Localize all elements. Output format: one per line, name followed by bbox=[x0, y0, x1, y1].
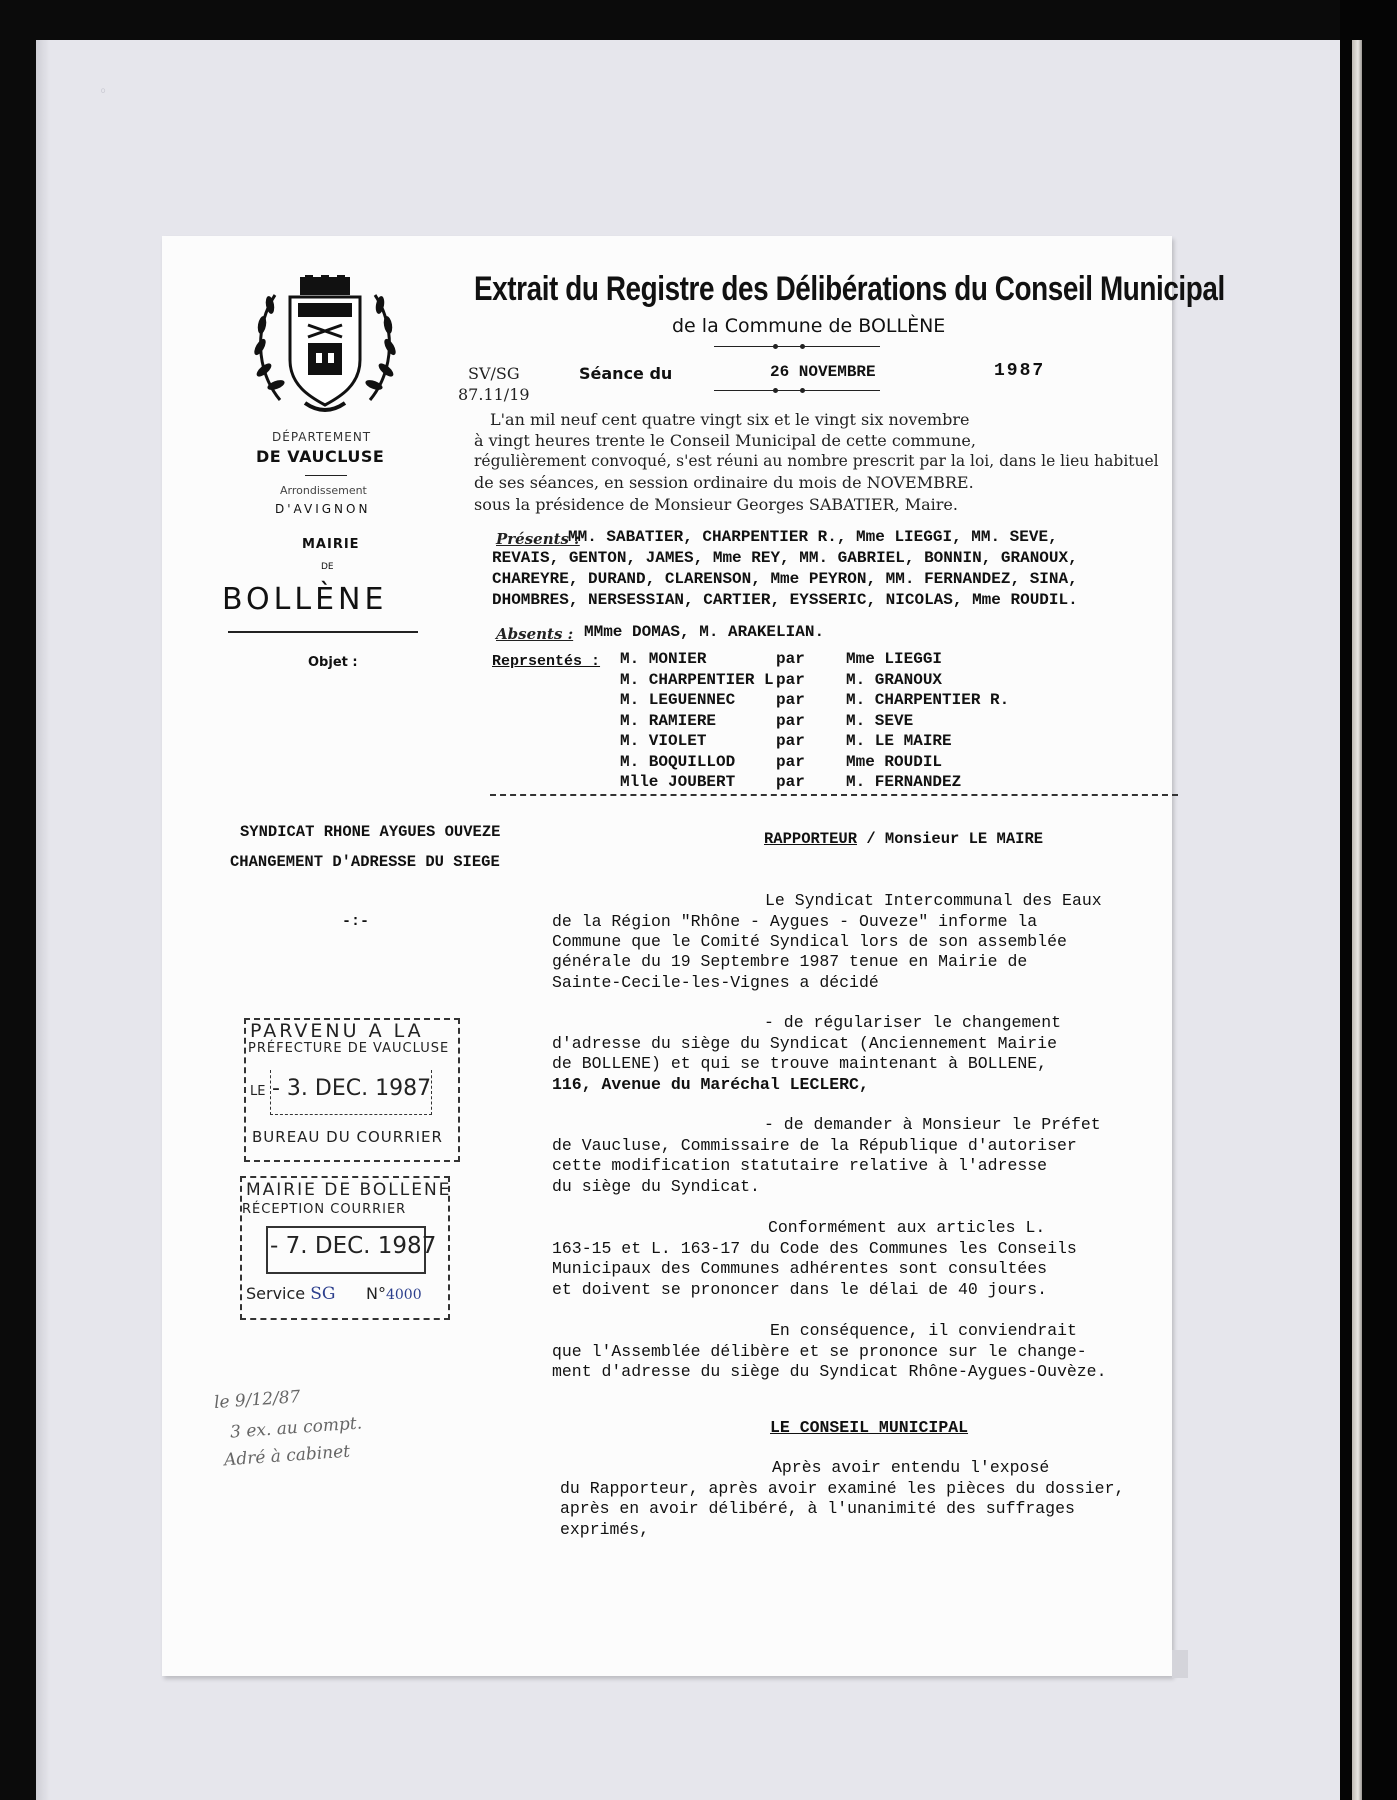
date-rule bbox=[714, 390, 880, 391]
service-label: Service bbox=[246, 1284, 306, 1303]
proxy-proxy: M. SEVE bbox=[846, 711, 914, 730]
prefecture-stamp-footer: BUREAU DU COURRIER bbox=[252, 1128, 443, 1146]
proxy-member: M. MONIER bbox=[620, 650, 707, 668]
paragraph-4-line: 163-15 et L. 163-17 du Code des Communes les Conseils bbox=[552, 1239, 1077, 1258]
proxy-member: M. RAMIERE bbox=[620, 711, 717, 730]
mairie-stamp-service bbox=[246, 1284, 335, 1304]
paragraph-1-line: Sainte-Cecile-les-Vignes a décidé bbox=[552, 973, 879, 992]
paragraph-5-line: que l'Assemblée délibère et se prononce sur le change- bbox=[552, 1342, 1087, 1361]
arrondissement-value: D'AVIGNON bbox=[275, 502, 371, 516]
town-crest-icon bbox=[250, 275, 400, 420]
mairie-stamp-line-1: MAIRIE DE BOLLENE bbox=[246, 1180, 452, 1200]
arrondissement-label: Arrondissement bbox=[280, 484, 367, 497]
mairie-label: MAIRIE bbox=[302, 537, 360, 552]
paragraph-4-first: Conformément aux articles L. bbox=[768, 1218, 1046, 1237]
de-label: DE bbox=[321, 562, 334, 572]
intro-line: de ses séances, en session ordinaire du mois de NOVEMBRE. bbox=[474, 473, 974, 492]
paragraph-2-line: de BOLLENE) et qui se trouve maintenant à BOLLENE, bbox=[552, 1054, 1048, 1073]
absents-label: Absents : bbox=[496, 625, 574, 643]
document-title: Extrait du Registre des Délibérations du Conseil Municipal bbox=[474, 270, 1225, 308]
number-label: N° bbox=[366, 1284, 386, 1303]
objet-line-2: CHANGEMENT D'ADRESSE DU SIEGE bbox=[230, 853, 500, 871]
proxy-member: M. VIOLET bbox=[620, 732, 707, 750]
proxy-proxy: M. FERNANDEZ bbox=[846, 773, 962, 791]
prefecture-stamp-line-2: PRÉFECTURE DE VAUCLUSE bbox=[248, 1041, 450, 1056]
mairie-stamp-date: - 7. DEC. 1987 bbox=[270, 1233, 437, 1259]
prefecture-stamp-line-1: PARVENU A LA bbox=[250, 1020, 424, 1042]
paragraph-5-first: En conséquence, il conviendrait bbox=[770, 1321, 1077, 1340]
handwritten-note-1: le 9/12/87 bbox=[213, 1387, 302, 1413]
presents-label: Présents : bbox=[496, 530, 580, 548]
rule-ornament bbox=[800, 344, 805, 349]
rapporteur-name: / Monsieur LE MAIRE bbox=[857, 830, 1044, 848]
paragraph-3-first: - de demander à Monsieur le Préfet bbox=[764, 1115, 1101, 1134]
proxy-proxy: M. CHARPENTIER R. bbox=[846, 691, 1010, 709]
proxy-par: par bbox=[776, 670, 805, 689]
objet-separator: -:- bbox=[342, 913, 370, 930]
absents-text: MMme DOMAS, M. ARAKELIAN. bbox=[584, 623, 825, 641]
proxy-par: par bbox=[776, 650, 805, 668]
album-spine bbox=[1352, 40, 1362, 1800]
paragraph-3-line: cette modification statutaire relative à l'adresse bbox=[552, 1156, 1048, 1175]
proxy-member: M. BOQUILLOD bbox=[620, 752, 736, 771]
document-subtitle: de la Commune de BOLLÈNE bbox=[672, 315, 946, 337]
proxy-member: Mlle JOUBERT bbox=[620, 773, 736, 791]
paragraph-1-line: de la Région "Rhône - Aygues - Ouveze" informe la bbox=[552, 912, 1038, 931]
paragraph-6-first: Après avoir entendu l'exposé bbox=[772, 1458, 1050, 1477]
representes-label: Reprsentés : bbox=[492, 653, 601, 670]
paragraph-5-line: ment d'adresse du siège du Syndicat Rhône-Aygues-Ouvèze. bbox=[552, 1362, 1107, 1381]
handwritten-note-3: Adré à cabinet bbox=[223, 1441, 351, 1471]
paragraph-1-line: Commune que le Comité Syndical lors de son assemblée bbox=[552, 932, 1067, 951]
proxy-par: par bbox=[776, 691, 805, 709]
proxy-member: M. CHARPENTIER L. bbox=[620, 670, 784, 689]
paragraph-6-line: du Rapporteur, après avoir examiné les pièces du dossier, bbox=[560, 1479, 1125, 1498]
paragraph-1-first: Le Syndicat Intercommunal des Eaux bbox=[765, 891, 1102, 910]
reference-1: SV/SG bbox=[468, 364, 520, 383]
conseil-heading: LE CONSEIL MUNICIPAL bbox=[770, 1418, 969, 1437]
paragraph-4-line: Municipaux des Communes adhérentes sont consultées bbox=[552, 1259, 1048, 1278]
intro-line: régulièrement convoqué, s'est réuni au nombre prescrit par la loi, dans le lieu habituel bbox=[474, 452, 1159, 470]
rule-ornament bbox=[800, 388, 805, 393]
prefecture-stamp-date: - 3. DEC. 1987 bbox=[272, 1076, 432, 1101]
proxy-member: M. LEGUENNEC bbox=[620, 691, 736, 709]
presents-line: CHAREYRE, DURAND, CLARENSON, Mme PEYRON, MM. FERNANDEZ, SINA, bbox=[492, 570, 1078, 588]
seance-year: 1987 bbox=[994, 361, 1046, 381]
paragraph-2-line: d'adresse du siège du Syndicat (Anciennement Mairie bbox=[552, 1034, 1057, 1053]
seance-date: 26 NOVEMBRE bbox=[770, 363, 876, 381]
town-underline bbox=[228, 631, 418, 633]
paragraph-2-first: - de régulariser le changement bbox=[764, 1013, 1062, 1032]
prefecture-date-frame bbox=[270, 1070, 432, 1115]
presents-line: DHOMBRES, NERSESSIAN, CARTIER, EYSSERIC, NICOLAS, Mme ROUDIL. bbox=[492, 591, 1078, 609]
proxy-proxy: M. GRANOUX bbox=[846, 670, 943, 689]
proxy-par: par bbox=[776, 711, 805, 730]
paragraph-6-line: après en avoir délibéré, à l'unanimité des suffrages bbox=[560, 1499, 1075, 1518]
intro-line: à vingt heures trente le Conseil Municipal de cette commune, bbox=[474, 431, 976, 450]
service-value: SG bbox=[310, 1284, 336, 1304]
paragraph-3-line: du siège du Syndicat. bbox=[552, 1177, 760, 1196]
presents-line: MM. SABATIER, CHARPENTIER R., Mme LIEGGI, MM. SEVE, bbox=[568, 528, 1058, 546]
reference-2: 87.11/19 bbox=[458, 385, 530, 404]
faint-mark: ﾟ bbox=[100, 86, 110, 110]
intro-line: L'an mil neuf cent quatre vingt six et le vingt six novembre bbox=[490, 410, 970, 429]
rule-ornament bbox=[773, 344, 778, 349]
paragraph-6-line: exprimés, bbox=[560, 1520, 650, 1539]
paragraph-1-line: générale du 19 Septembre 1987 tenue en Mairie de bbox=[552, 952, 1028, 971]
paragraph-2-line: 116, Avenue du Maréchal LECLERC, bbox=[552, 1075, 869, 1094]
rapporteur-line bbox=[764, 830, 1043, 848]
separator-rule bbox=[490, 794, 1178, 796]
title-rule bbox=[714, 346, 880, 347]
objet-line-1: SYNDICAT RHONE AYGUES OUVEZE bbox=[240, 823, 501, 841]
binding-shadow bbox=[1340, 0, 1397, 1800]
sheet-corner-shadow bbox=[1172, 1650, 1188, 1678]
mairie-stamp-number bbox=[366, 1284, 422, 1303]
mairie-stamp-line-2: RÉCEPTION COURRIER bbox=[242, 1202, 407, 1217]
proxy-proxy: M. LE MAIRE bbox=[846, 732, 952, 750]
rule-ornament bbox=[773, 388, 778, 393]
rapporteur-label: RAPPORTEUR bbox=[764, 830, 858, 848]
departement-value: DE VAUCLUSE bbox=[256, 447, 385, 466]
paragraph-3-line: de Vaucluse, Commissaire de la République d'autoriser bbox=[552, 1136, 1077, 1155]
paragraph-4-line: et doivent se prononcer dans le délai de 40 jours. bbox=[552, 1280, 1048, 1299]
number-value: 4000 bbox=[385, 1287, 422, 1303]
proxy-par: par bbox=[776, 773, 805, 791]
handwritten-note-2: 3 ex. au compt. bbox=[229, 1413, 363, 1443]
town-name: BOLLÈNE bbox=[222, 582, 388, 617]
proxy-proxy: Mme LIEGGI bbox=[846, 650, 943, 668]
presents-line: REVAIS, GENTON, JAMES, Mme REY, MM. GABRIEL, BONNIN, GRANOUX, bbox=[492, 549, 1078, 567]
seance-label: Séance du bbox=[579, 364, 673, 383]
proxy-proxy: Mme ROUDIL bbox=[846, 752, 943, 771]
prefecture-stamp-le: LE bbox=[250, 1084, 266, 1099]
divider bbox=[305, 475, 347, 476]
proxy-par: par bbox=[776, 732, 805, 750]
departement-label: DÉPARTEMENT bbox=[272, 430, 372, 444]
proxy-par: par bbox=[776, 752, 805, 771]
album-fold bbox=[36, 40, 50, 1800]
objet-label: Objet : bbox=[308, 655, 358, 670]
intro-line: sous la présidence de Monsieur Georges SABATIER, Maire. bbox=[474, 495, 958, 514]
